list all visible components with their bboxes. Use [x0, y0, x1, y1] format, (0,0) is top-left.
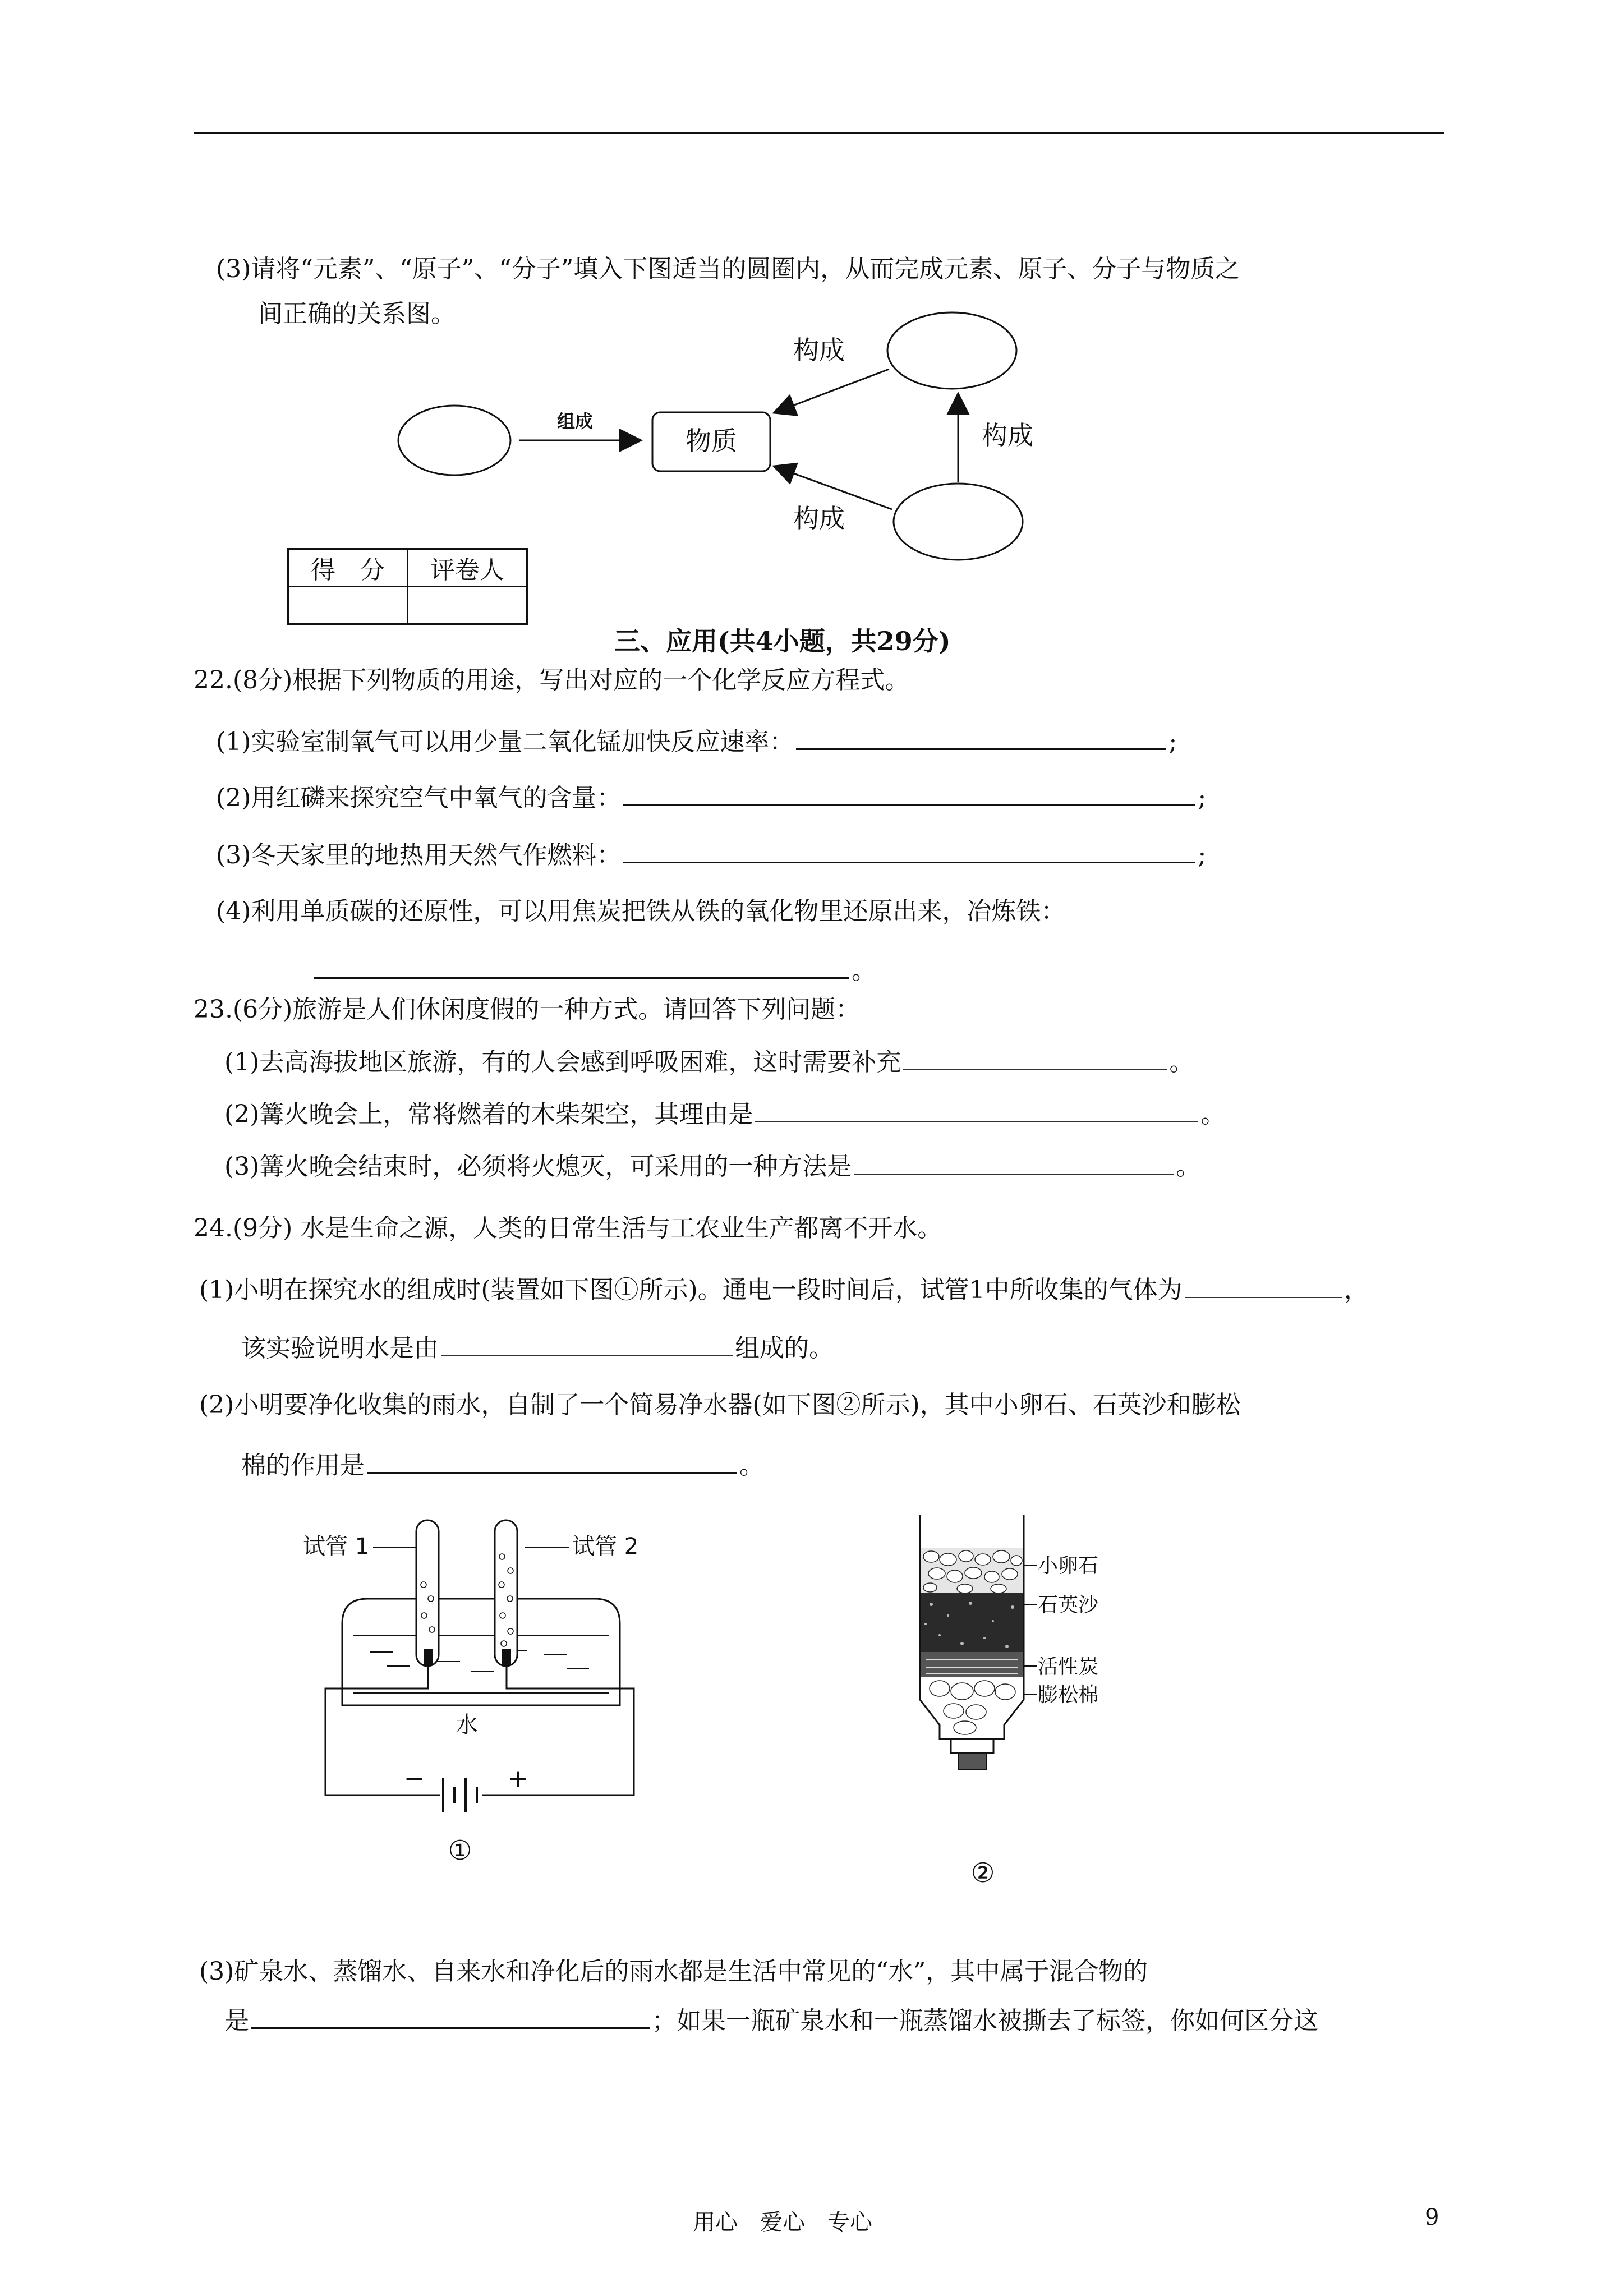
q23-item-1-text: (1)去高海拔地区旅游，有的人会感到呼吸困难，这时需要补充 — [224, 1048, 901, 1076]
q23-item-3-text: (3)篝火晚会结束时，必须将火熄灭，可采用的一种方法是 — [224, 1152, 852, 1181]
q22-item-1 — [216, 724, 1177, 759]
minus-sign: − — [404, 1764, 425, 1793]
q24-p3a: (3)矿泉水、蒸馏水、自来水和净化后的雨水都是生活中常见的“水”，其中属于混合物的 — [199, 1957, 1148, 1986]
q24-p2b — [241, 1447, 764, 1483]
q24-p2a: (2)小明要净化收集的雨水，自制了一个简易净水器(如下图②所示)，其中小卵石、石英沙和膨松 — [199, 1391, 1241, 1419]
tube2-label: 试管 2 — [572, 1534, 639, 1559]
q24-p1b-end: 组成的。 — [735, 1334, 834, 1363]
plus-sign: + — [508, 1764, 528, 1793]
arrow-bottom-label: 构成 — [793, 503, 845, 533]
test-tube-2 — [495, 1520, 517, 1666]
q24-answer-gas[interactable] — [1185, 1272, 1342, 1298]
q24-p1a — [199, 1272, 1369, 1307]
q23-stem: 23.(6分)旅游是人们休闲度假的一种方式。请回答下列问题： — [194, 995, 861, 1024]
figure-1-caption: ① — [448, 1835, 472, 1866]
footer-motto: 用心 爱心 专心 — [693, 2210, 872, 2235]
q22-item-4-end: 。 — [852, 956, 876, 985]
q23-item-3-end: 。 — [1176, 1152, 1201, 1181]
q22-item-2 — [216, 780, 1206, 815]
score-cell[interactable] — [288, 587, 408, 624]
q24-p1a-end: ， — [1344, 1276, 1369, 1304]
q22-answer-2[interactable] — [623, 780, 1195, 806]
q24-stem: 24.(9分) 水是生命之源，人类的日常生活与工农业生产都离不开水。 — [194, 1214, 942, 1243]
q22-item-1-text: (1)实验室制氧气可以用少量二氧化锰加快反应速率： — [216, 728, 794, 756]
q22-answer-1[interactable] — [796, 724, 1166, 750]
circle-bottom[interactable] — [894, 484, 1023, 560]
q24-p1a-text: (1)小明在探究水的组成时(装置如下图①所示)。通电一段时间后，试管1中所收集的气体为 — [199, 1276, 1183, 1304]
q24-p3b — [224, 2003, 1318, 2038]
q21-3-line2: 间正确的关系图。 — [258, 300, 456, 328]
q22-stem: 22.(8分)根据下列物质的用途，写出对应的一个化学反应方程式。 — [194, 666, 910, 694]
q24-p1b-text: 该实验说明水是由 — [241, 1334, 439, 1363]
label-activated-carbon: 活性炭 — [1038, 1655, 1099, 1678]
page-number: 9 — [1425, 2205, 1439, 2230]
label-quartz-sand: 石英沙 — [1038, 1594, 1099, 1617]
q24-answer-composition[interactable] — [441, 1331, 733, 1356]
q22-item-1-end: ; — [1168, 728, 1177, 756]
q23-answer-3[interactable] — [854, 1149, 1174, 1175]
q22-item-3-text: (3)冬天家里的地热用天然气作燃料： — [216, 841, 622, 869]
q22-item-2-text: (2)用红磷来探究空气中氧气的含量： — [216, 784, 622, 812]
q23-item-2-end: 。 — [1200, 1100, 1226, 1129]
q23-item-1-end: 。 — [1169, 1048, 1194, 1076]
q22-answer-4[interactable] — [314, 953, 849, 979]
q24-p2b-end: 。 — [739, 1451, 764, 1480]
circle-top[interactable] — [887, 312, 1016, 389]
q24-p1b — [241, 1331, 834, 1365]
circle-left[interactable] — [398, 406, 510, 475]
figure-2-caption: ② — [970, 1857, 995, 1889]
arrow-compose-label: 组成 — [556, 411, 594, 432]
q22-item-3-end: ; — [1198, 841, 1207, 869]
arrow-right-label: 构成 — [982, 420, 1033, 450]
q24-answer-mixture[interactable] — [251, 2003, 650, 2029]
q23-item-3 — [224, 1149, 1200, 1184]
q23-item-2 — [224, 1097, 1225, 1131]
label-pebbles: 小卵石 — [1038, 1554, 1099, 1577]
q23-item-2-text: (2)篝火晚会上，常将燃着的木柴架空，其理由是 — [224, 1100, 753, 1129]
relationship-diagram — [381, 297, 1055, 561]
tube1-label: 试管 1 — [303, 1534, 370, 1559]
header-rule — [194, 132, 1444, 134]
q24-p3b-start: 是 — [224, 2007, 249, 2035]
arrow-top-label: 构成 — [793, 335, 845, 365]
score-header: 得 分 — [288, 549, 408, 587]
score-table — [287, 548, 528, 625]
q22-answer-3[interactable] — [623, 837, 1195, 863]
q22-item-4: (4)利用单质碳的还原性，可以用焦炭把铁从铁的氧化物里还原出来，冶炼铁： — [216, 897, 1066, 926]
q24-p2b-text: 棉的作用是 — [241, 1451, 365, 1480]
water-purifier-figure — [886, 1503, 1156, 1907]
q21-3-line1: (3)请将“元素”、“原子”、“分子”填入下图适当的圆圈内，从而完成元素、原子、分子与物质之 — [216, 255, 1240, 283]
q23-answer-1[interactable] — [903, 1045, 1167, 1070]
q22-item-3 — [216, 837, 1206, 872]
grader-header: 评卷人 — [408, 549, 527, 587]
label-cotton: 膨松棉 — [1038, 1683, 1099, 1706]
test-tube-1 — [416, 1520, 439, 1666]
q23-item-1 — [224, 1045, 1194, 1079]
matter-box-label: 物质 — [686, 426, 737, 456]
section-title: 三、应用(共4小题，共29分) — [614, 626, 951, 656]
q22-item-4-answer-row — [311, 953, 876, 988]
q24-answer-filter[interactable] — [367, 1447, 737, 1474]
water-label: 水 — [456, 1712, 478, 1738]
electrolysis-figure — [292, 1503, 684, 1885]
q24-p3b-end: ；如果一瓶矿泉水和一瓶蒸馏水被撕去了标签，你如何区分这 — [652, 2007, 1318, 2035]
grader-cell[interactable] — [408, 587, 527, 624]
arrow-top — [775, 369, 889, 412]
q22-item-2-end: ; — [1198, 784, 1207, 812]
q23-answer-2[interactable] — [755, 1097, 1198, 1122]
